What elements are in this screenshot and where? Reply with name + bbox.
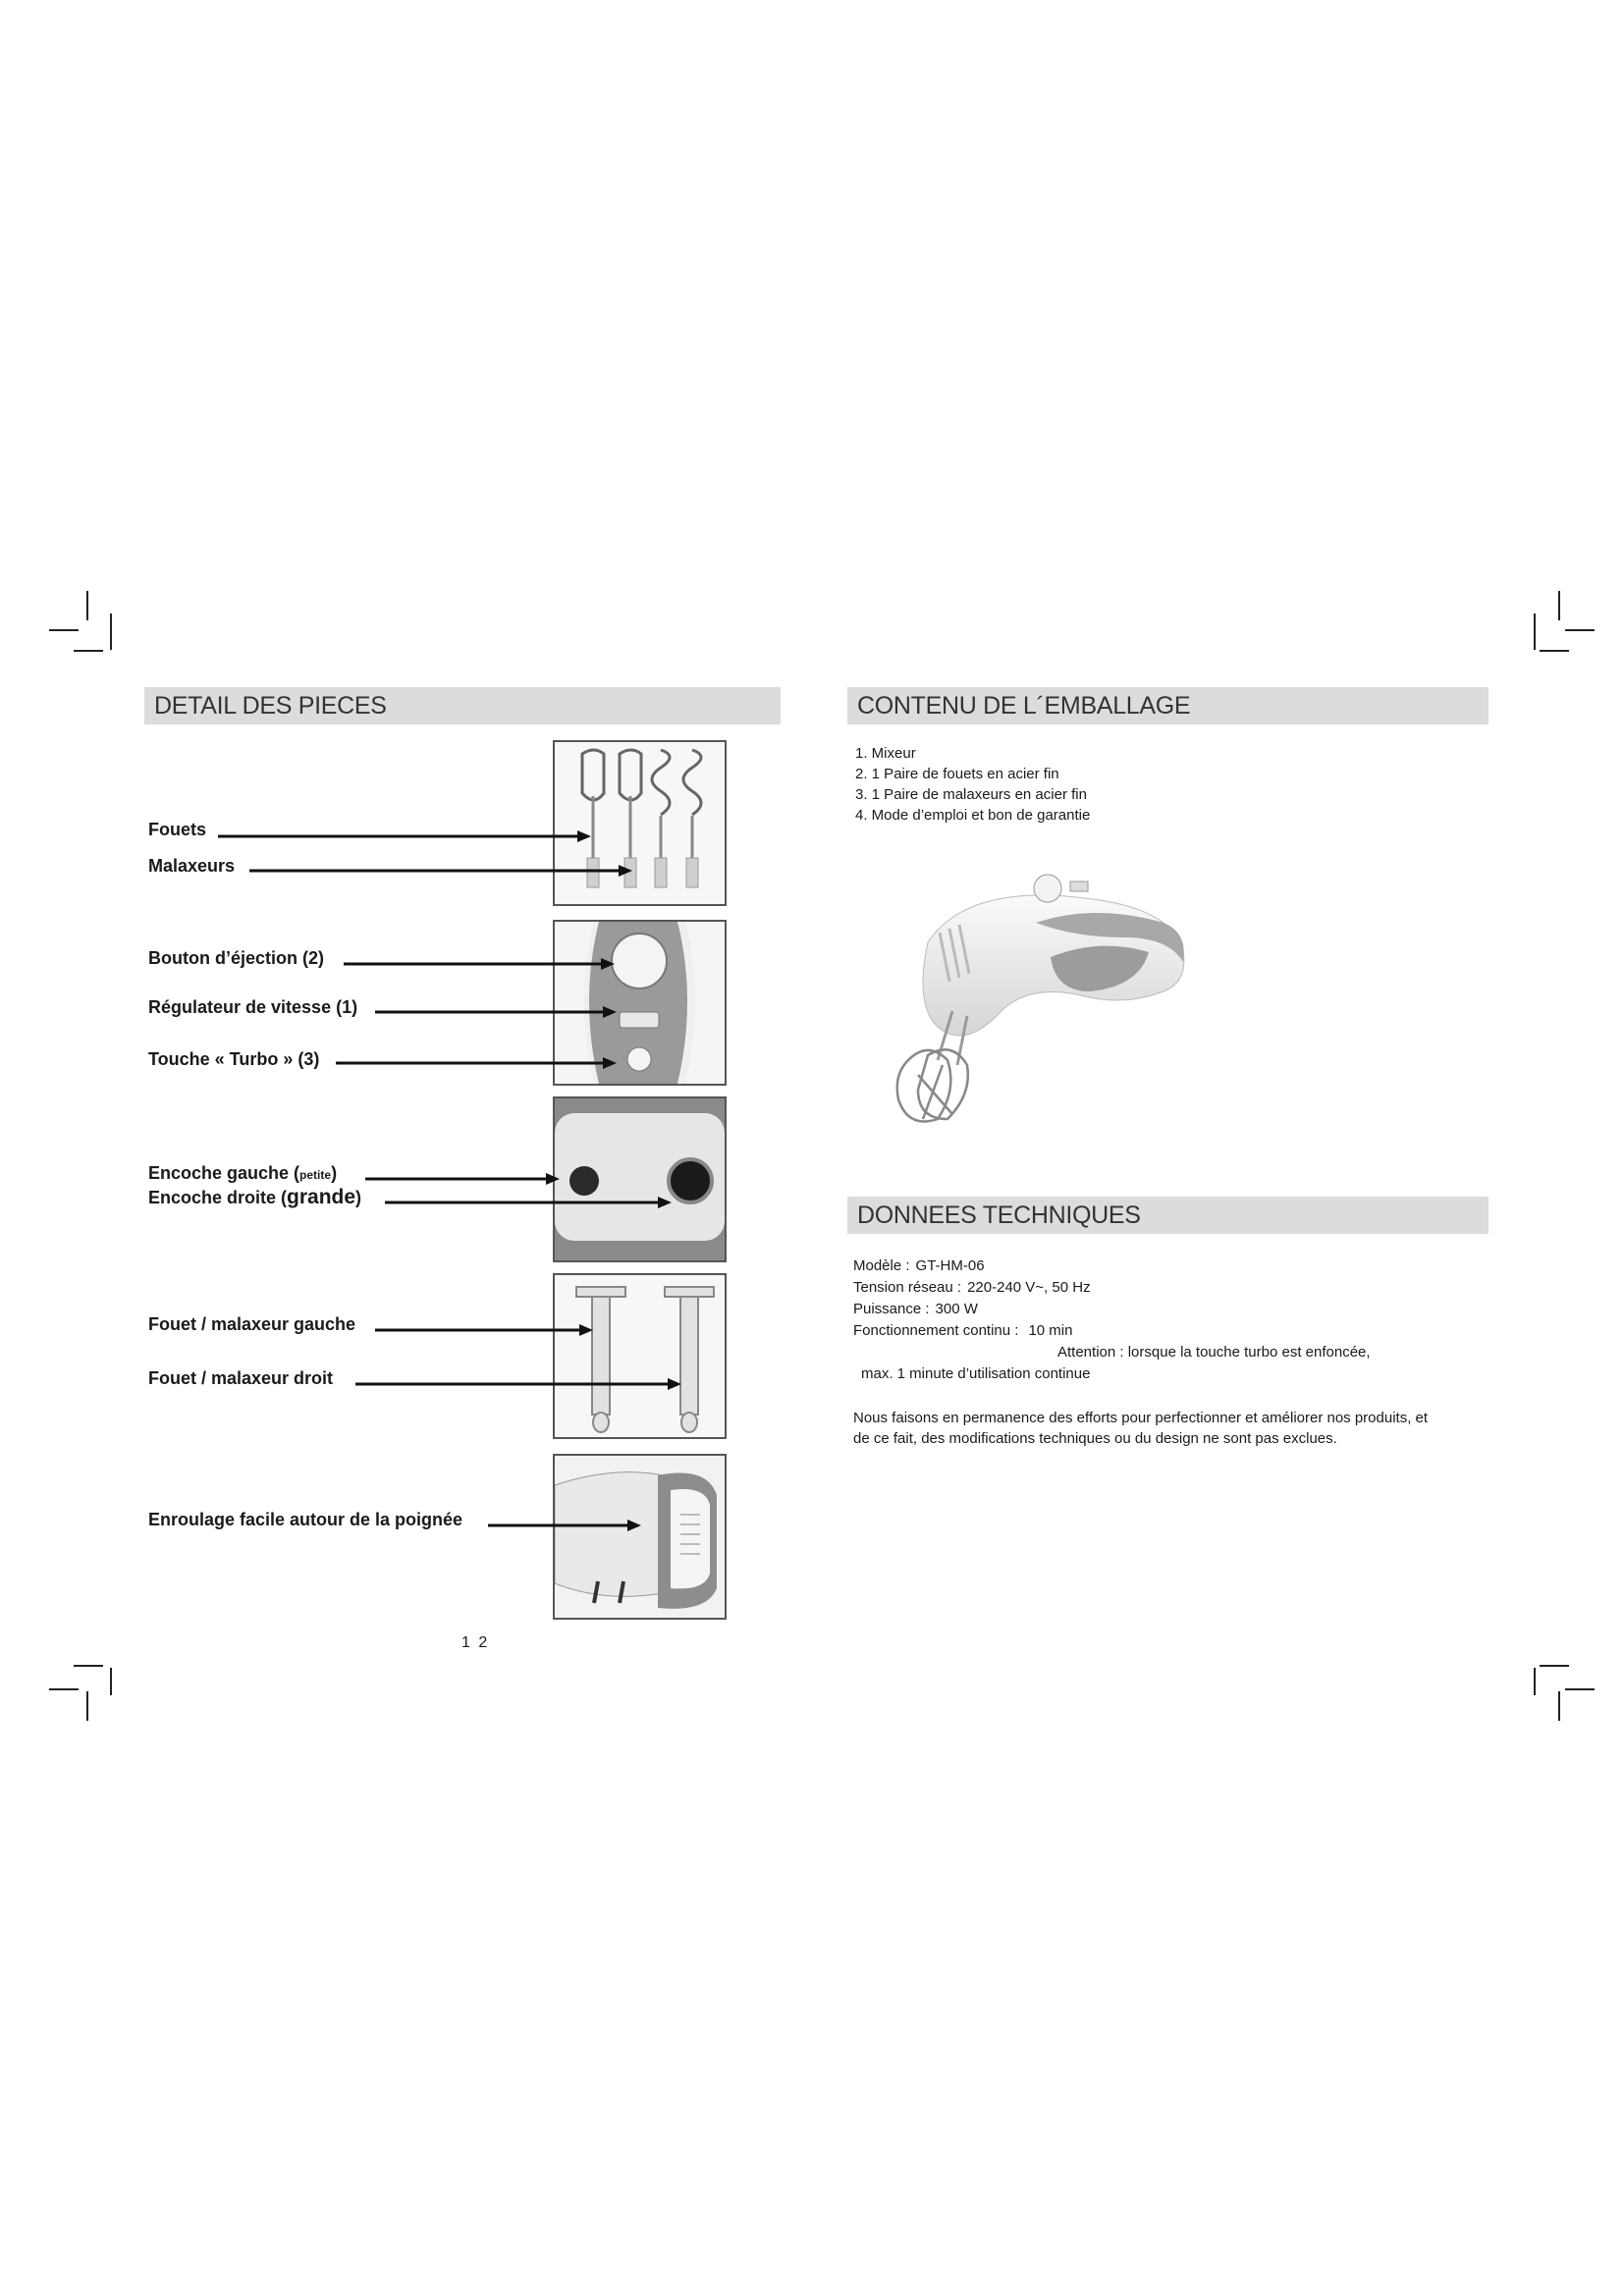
cord-storage-photo [553, 1454, 727, 1620]
label-encoche-droite [148, 1186, 361, 1209]
spec-voltage-label: Tension réseau : [853, 1279, 962, 1296]
arrow-bouton-ejection-icon [344, 958, 615, 970]
packaging-item: 1. Mixeur [855, 745, 916, 762]
whisks-photo [553, 740, 727, 906]
spec-model [853, 1257, 985, 1274]
spec-continuous [853, 1322, 1072, 1339]
label-malaxeurs: Malaxeurs [148, 856, 236, 876]
encoche-gauche-suffix: ) [331, 1163, 338, 1183]
spec-power [853, 1301, 978, 1317]
label-touche-turbo: Touche « Turbo » (3) [148, 1049, 320, 1069]
spec-continuous-label: Fonctionnement continu : [853, 1322, 1019, 1339]
shafts-photo [553, 1273, 727, 1439]
shafts-illustration [555, 1275, 725, 1437]
arrow-encoche-gauche-icon [365, 1173, 560, 1185]
notches-photo [553, 1096, 727, 1262]
arrow-malaxeurs-icon [249, 865, 632, 877]
arrow-enroulage-icon [488, 1520, 641, 1531]
encoche-gauche-prefix: Encoche gauche ( [148, 1163, 300, 1183]
packaging-list [855, 743, 1090, 826]
contenu-emballage-title: CONTENU DE L´EMBALLAGE [847, 687, 1489, 724]
label-fouet-gauche: Fouet / malaxeur gauche [148, 1314, 356, 1334]
spec-voltage-value: 220-240 V~, 50 Hz [967, 1279, 1091, 1296]
encoche-droite-size: grande [287, 1186, 356, 1208]
spec-voltage [853, 1279, 1091, 1296]
disclaimer [853, 1408, 1491, 1449]
donnees-techniques-title: DONNEES TECHNIQUES [847, 1197, 1489, 1234]
label-enroulage: Enroulage facile autour de la poignée [148, 1510, 463, 1529]
arrow-fouet-gauche-icon [375, 1324, 593, 1336]
encoche-droite-suffix: ) [355, 1188, 362, 1207]
label-encoche-gauche [148, 1163, 337, 1184]
label-fouets: Fouets [148, 820, 207, 839]
spec-power-value: 300 W [935, 1301, 978, 1317]
spec-power-label: Puissance : [853, 1301, 930, 1317]
label-fouet-droit: Fouet / malaxeur droit [148, 1368, 334, 1388]
packaging-item: 3. 1 Paire de malaxeurs en acier fin [855, 786, 1087, 803]
arrow-fouet-droit-icon [355, 1378, 681, 1390]
arrow-touche-turbo-icon [336, 1057, 617, 1069]
page-number: 1 2 [461, 1634, 490, 1651]
label-regulateur: Régulateur de vitesse (1) [148, 997, 358, 1017]
cord-storage-illustration [555, 1456, 725, 1618]
packaging-item: 2. 1 Paire de fouets en acier fin [855, 766, 1059, 782]
disclaimer-line: Nous faisons en permanence des efforts pour perfectionner et améliorer nos produits, et [853, 1410, 1429, 1426]
detail-des-pieces-title: DETAIL DES PIECES [144, 687, 781, 724]
arrow-fouets-icon [218, 830, 591, 842]
encoche-gauche-size: petite [299, 1168, 332, 1182]
spec-model-label: Modèle : [853, 1257, 910, 1274]
disclaimer-line: de ce fait, des modifications techniques ou du design ne sont pas exclues. [853, 1430, 1337, 1447]
notches-illustration [555, 1098, 725, 1260]
arrow-regulateur-icon [375, 1006, 617, 1018]
packaging-item: 4. Mode d’emploi et bon de garantie [855, 807, 1091, 824]
spec-max-usage: max. 1 minute d’utilisation continue [861, 1365, 1091, 1382]
label-bouton-ejection: Bouton d’éjection (2) [148, 948, 324, 968]
spec-attention: Attention : lorsque la touche turbo est enfoncée, [1057, 1344, 1371, 1361]
whisks-illustration [555, 742, 725, 904]
arrow-encoche-droite-icon [385, 1197, 672, 1208]
spec-model-value: GT-HM-06 [915, 1257, 985, 1274]
encoche-droite-prefix: Encoche droite ( [148, 1188, 288, 1207]
hand-mixer-illustration [869, 864, 1203, 1148]
spec-continuous-value: 10 min [1028, 1322, 1073, 1339]
